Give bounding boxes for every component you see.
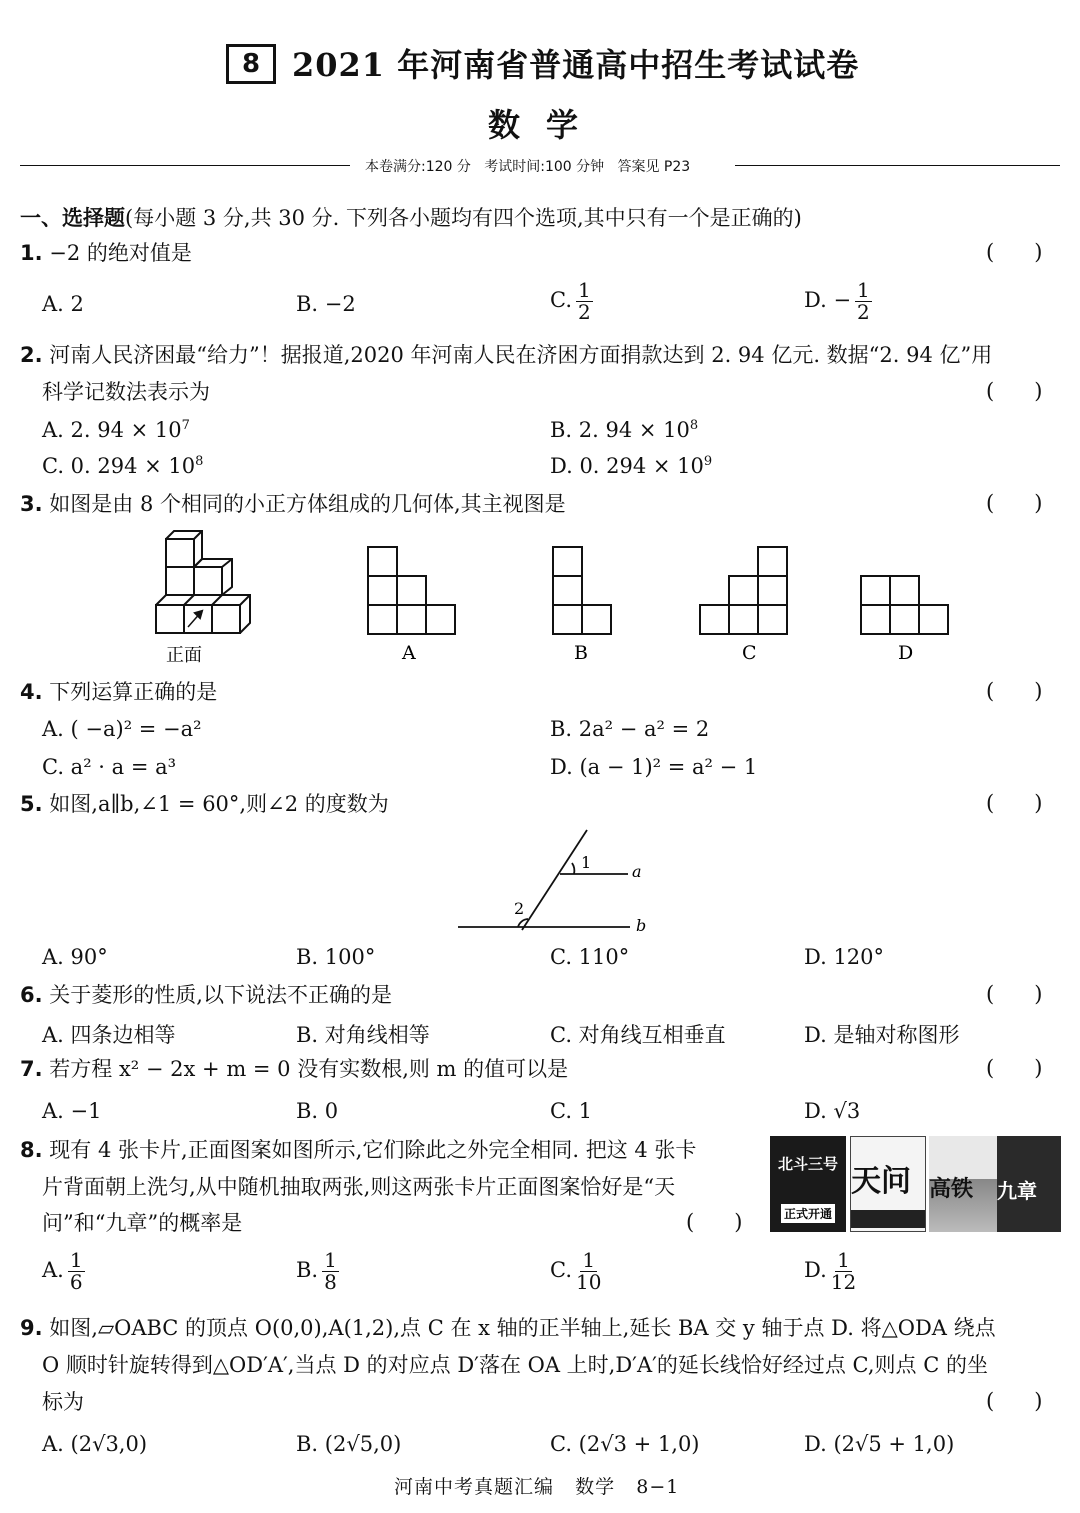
card-gaotie: [929, 1136, 1005, 1232]
question-2-stem-cont: 科学记数法表示为: [42, 380, 210, 404]
q1-option-b: B. −2: [296, 292, 356, 316]
card-jiuzhang: [997, 1136, 1061, 1232]
question-text: 河南人民济困最“给力”！据报道,2020 年河南人民在济困方面捐款达到 2. 94 亿元. 数据“2. 94 亿”用: [49, 343, 993, 367]
exam-meta: 本卷满分:120 分 考试时间:100 分钟 答案见 P23: [365, 159, 691, 175]
q5-option-c: C. 110°: [550, 945, 630, 969]
question-3-stem: [20, 491, 566, 518]
paper-number-box: [226, 44, 276, 84]
option-a-view: [368, 547, 455, 634]
exponent: 9: [703, 454, 713, 469]
card-tianwen: [850, 1136, 926, 1232]
q9-option-d: D. (2√5 + 1,0): [804, 1432, 955, 1456]
question-number: 6.: [20, 983, 43, 1007]
option-label: B.: [296, 1258, 319, 1282]
q8-option-b: [296, 1250, 339, 1293]
paper-title: 2021 年河南省普通高中招生考试试卷: [292, 46, 860, 84]
numerator: 1: [578, 278, 591, 302]
exponent: 8: [195, 454, 204, 469]
q7-option-d: D. √3: [804, 1099, 861, 1123]
angle-1-label: 1: [581, 853, 592, 872]
answer-paren: ( ): [986, 1056, 1043, 1080]
denominator: 2: [578, 300, 591, 324]
q8-option-a: [42, 1250, 85, 1293]
option-label: D. −: [804, 288, 852, 312]
cube-figures: [140, 525, 970, 670]
q8-option-d: [804, 1250, 856, 1293]
question-9-stem-cont: O 顺时针旋转得到△OD′A′,当点 D 的对应点 D′落在 OA 上时,D′A′的延长线恰好经过点 C,则点 C 的坐: [42, 1353, 988, 1377]
question-4-stem: [20, 679, 217, 706]
q1-option-c: [550, 280, 593, 323]
option-d-label: D: [898, 642, 914, 664]
q7-option-a: A. −1: [42, 1099, 102, 1123]
q8-option-c: [550, 1250, 601, 1293]
answer-paren: ( ): [986, 791, 1043, 815]
option-label: D.: [804, 1258, 827, 1282]
option-label: A.: [42, 1258, 64, 1282]
question-number: 2.: [20, 343, 43, 367]
question-text: −2 的绝对值是: [49, 241, 192, 265]
card-beidou: [770, 1136, 846, 1232]
question-number: 4.: [20, 680, 43, 704]
question-6-stem: [20, 982, 392, 1009]
question-number: 1.: [20, 241, 43, 265]
question-text: 如图,▱OABC 的顶点 O(0,0),A(1,2),点 C 在 x 轴的正半轴上,延长 BA 交 y 轴于点 D. 将△ODA 绕点: [49, 1316, 996, 1340]
option-text: B. 2. 94 × 10: [550, 418, 690, 442]
answer-paren: ( ): [986, 1389, 1043, 1413]
question-text: 如图,a∥b,∠1 = 60°,则∠2 的度数为: [49, 792, 389, 816]
line-a-label: a: [632, 862, 642, 881]
denominator: 10: [576, 1270, 602, 1294]
card-title: 北斗三号: [777, 1155, 838, 1173]
numerator: 1: [324, 1248, 337, 1272]
subject-title: 数学: [488, 106, 605, 144]
question-number: 8.: [20, 1138, 43, 1162]
question-number: 7.: [20, 1057, 43, 1081]
option-d-view: [861, 576, 948, 634]
fraction: [576, 1250, 601, 1293]
line-b-label: b: [636, 916, 647, 935]
header-rule-right: [735, 165, 1060, 166]
q9-option-b: B. (2√5,0): [296, 1432, 402, 1456]
card-title: 高铁: [929, 1176, 974, 1202]
q4-option-c: C. a² · a = a³: [42, 755, 177, 779]
q5-option-d: D. 120°: [804, 945, 885, 969]
q5-option-a: A. 90°: [42, 945, 108, 969]
denominator: 12: [830, 1270, 857, 1294]
numerator: 1: [582, 1248, 596, 1272]
q6-option-c: C. 对角线互相垂直: [550, 1023, 726, 1047]
q6-option-b: B. 对角线相等: [296, 1023, 430, 1047]
q6-option-d: D. 是轴对称图形: [804, 1023, 960, 1047]
q2-option-b: [550, 418, 698, 442]
exponent: 7: [181, 418, 190, 433]
q1-option-d: [804, 280, 872, 323]
paper-number: 8: [241, 49, 261, 79]
fraction: [831, 1250, 856, 1293]
option-a-label: A: [402, 642, 416, 664]
question-5-stem: [20, 791, 389, 818]
transversal-line: [522, 830, 587, 930]
question-number: 5.: [20, 792, 43, 816]
q9-option-c: C. (2√3 + 1,0): [550, 1432, 700, 1456]
q4-option-b: B. 2a² − a² = 2: [550, 717, 710, 741]
angle-2-label: 2: [514, 899, 525, 918]
question-8-stem: [20, 1137, 696, 1164]
answer-paren: ( ): [986, 240, 1043, 264]
section-heading: [20, 202, 802, 232]
question-7-stem: [20, 1056, 568, 1083]
fraction: [855, 280, 872, 323]
parallel-lines-figure: [450, 825, 660, 940]
q2-option-c: [42, 454, 203, 478]
q2-option-a: [42, 418, 190, 442]
question-1-stem: [20, 240, 192, 267]
solid-3d-figure: [156, 531, 250, 633]
option-c-label: C: [742, 642, 757, 664]
question-number: 3.: [20, 492, 43, 516]
page-footer: 河南中考真题汇编 数学 8−1: [394, 1476, 680, 1498]
angle-1-arc: [572, 863, 574, 874]
card-title: 九章: [997, 1178, 1037, 1203]
answer-paren: ( ): [986, 982, 1043, 1006]
question-text: 下列运算正确的是: [49, 680, 218, 704]
answer-paren: ( ): [986, 491, 1043, 515]
fraction: [576, 280, 593, 323]
answer-paren: ( ): [686, 1210, 743, 1234]
q7-option-c: C. 1: [550, 1099, 593, 1123]
question-2-stem: [20, 342, 1065, 369]
denominator: 8: [324, 1270, 337, 1294]
option-c-view: [700, 547, 787, 634]
q2-option-d: [550, 454, 712, 478]
fraction: [68, 1250, 85, 1293]
front-label: 正面: [166, 645, 202, 666]
card-caption: 正式开通: [781, 1204, 835, 1223]
card-footer-band: [851, 1210, 925, 1228]
question-8-stem-cont: 片背面朝上洗匀,从中随机抽取两张,则这两张卡片正面图案恰好是“天: [42, 1175, 676, 1199]
fraction: [322, 1250, 339, 1293]
option-label: C.: [550, 288, 572, 312]
question-9-stem-cont2: 标为: [42, 1390, 84, 1414]
section-note: (每小题 3 分,共 30 分. 下列各小题均有四个选项,其中只有一个是正确的): [125, 206, 802, 230]
numerator: 1: [837, 1248, 850, 1272]
answer-paren: ( ): [986, 679, 1043, 703]
q4-option-d: D. (a − 1)² = a² − 1: [550, 755, 758, 779]
question-8-stem-cont2: 问”和“九章”的概率是: [42, 1211, 243, 1235]
option-text: D. 0. 294 × 10: [550, 454, 704, 478]
option-b-label: B: [574, 642, 588, 664]
question-text: 现有 4 张卡片,正面图案如图所示,它们除此之外完全相同. 把这 4 张卡: [49, 1138, 697, 1162]
question-text: 若方程 x² − 2x + m = 0 没有实数根,则 m 的值可以是: [49, 1057, 569, 1081]
card-title: 天问: [851, 1164, 911, 1199]
option-text: A. 2. 94 × 10: [42, 418, 182, 442]
question-text: 关于菱形的性质,以下说法不正确的是: [49, 983, 392, 1007]
numerator: 1: [69, 1248, 83, 1272]
option-b-view: [553, 547, 611, 634]
section-title: 一、选择题: [20, 206, 125, 230]
q6-option-a: A. 四条边相等: [42, 1023, 176, 1047]
q1-option-a: A. 2: [42, 292, 84, 316]
exponent: 8: [689, 418, 699, 433]
option-label: C.: [550, 1258, 572, 1282]
question-text: 如图是由 8 个相同的小正方体组成的几何体,其主视图是: [49, 492, 566, 516]
question-number: 9.: [20, 1316, 43, 1340]
denominator: 2: [857, 300, 870, 324]
numerator: 1: [857, 278, 870, 302]
question-9-stem: [20, 1315, 1065, 1342]
q9-option-a: A. (2√3,0): [42, 1432, 148, 1456]
q5-option-b: B. 100°: [296, 945, 376, 969]
answer-paren: ( ): [986, 379, 1043, 403]
denominator: 6: [69, 1270, 83, 1294]
header-rule-left: [20, 165, 350, 166]
option-text: C. 0. 294 × 10: [42, 454, 196, 478]
q4-option-a: A. ( −a)² = −a²: [42, 717, 202, 741]
q7-option-b: B. 0: [296, 1099, 339, 1123]
